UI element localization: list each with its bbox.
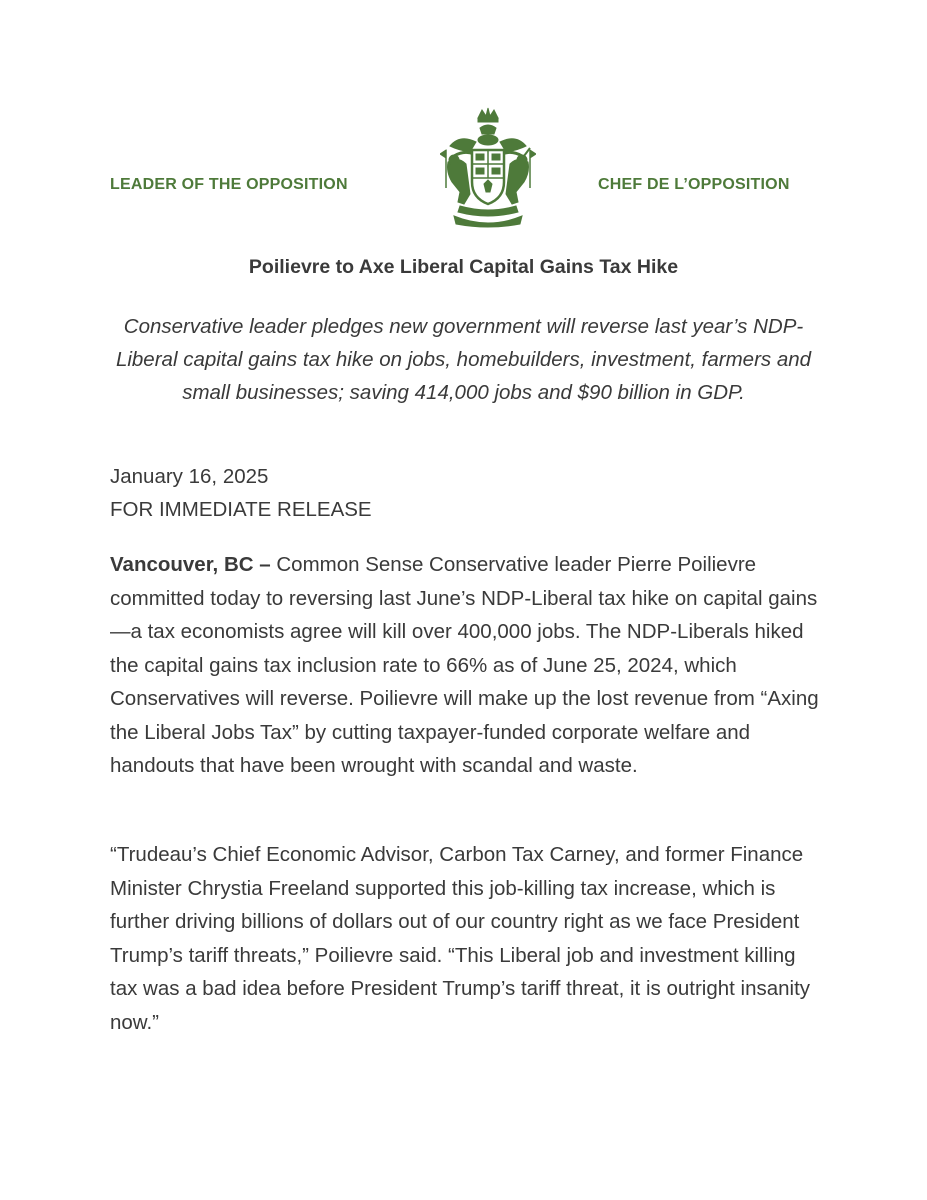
release-meta — [110, 460, 372, 526]
letterhead-title-french: CHEF DE L’OPPOSITION — [598, 176, 790, 193]
royal-coat-of-arms-canada-icon — [440, 106, 536, 230]
body-paragraph-1 — [110, 548, 822, 783]
release-status: FOR IMMEDIATE RELEASE — [110, 498, 372, 521]
letterhead-title-english: LEADER OF THE OPPOSITION — [110, 176, 348, 193]
release-date: January 16, 2025 — [110, 465, 269, 488]
body-paragraph-2: “Trudeau’s Chief Economic Advisor, Carbon Tax Carney, and former Finance Minister Chrystia Freeland supported this job-killing tax increase, which is further driving billions of dollars out of our country right as we face President Trump’s tariff threats,” Poilievre said. “This Liberal job and investment killing tax was a bad idea before President Trump’s tariff threat, it is outright insanity now.” — [110, 843, 811, 1034]
dateline: Vancouver, BC – — [110, 553, 271, 576]
press-release-headline: Poilievre to Axe Liberal Capital Gains Tax Hike — [248, 256, 679, 278]
letterhead — [0, 0, 927, 240]
paragraph-1-text: Common Sense Conservative leader Pierre Poilievre committed today to reversing last June’s NDP-Liberal tax hike on capital gains—a tax economists agree will kill over 400,000 jobs. The NDP-Liberals hiked the capital gains tax inclusion rate to 66% as of June 25, 2024, which Conservatives will reverse. Poilievre will make up the lost revenue from “Axing the Liberal Jobs Tax” by cutting taxpayer-funded corporate welfare and handouts that have been wrought with scandal and waste. — [110, 553, 819, 777]
press-release-subheadline: Conservative leader pledges new government will reverse last year’s NDP-Liberal capital gains tax hike on jobs, homebuilders, investment, farmers and small businesses; saving 414,000 jobs and $90 billion in GDP. — [115, 315, 812, 404]
